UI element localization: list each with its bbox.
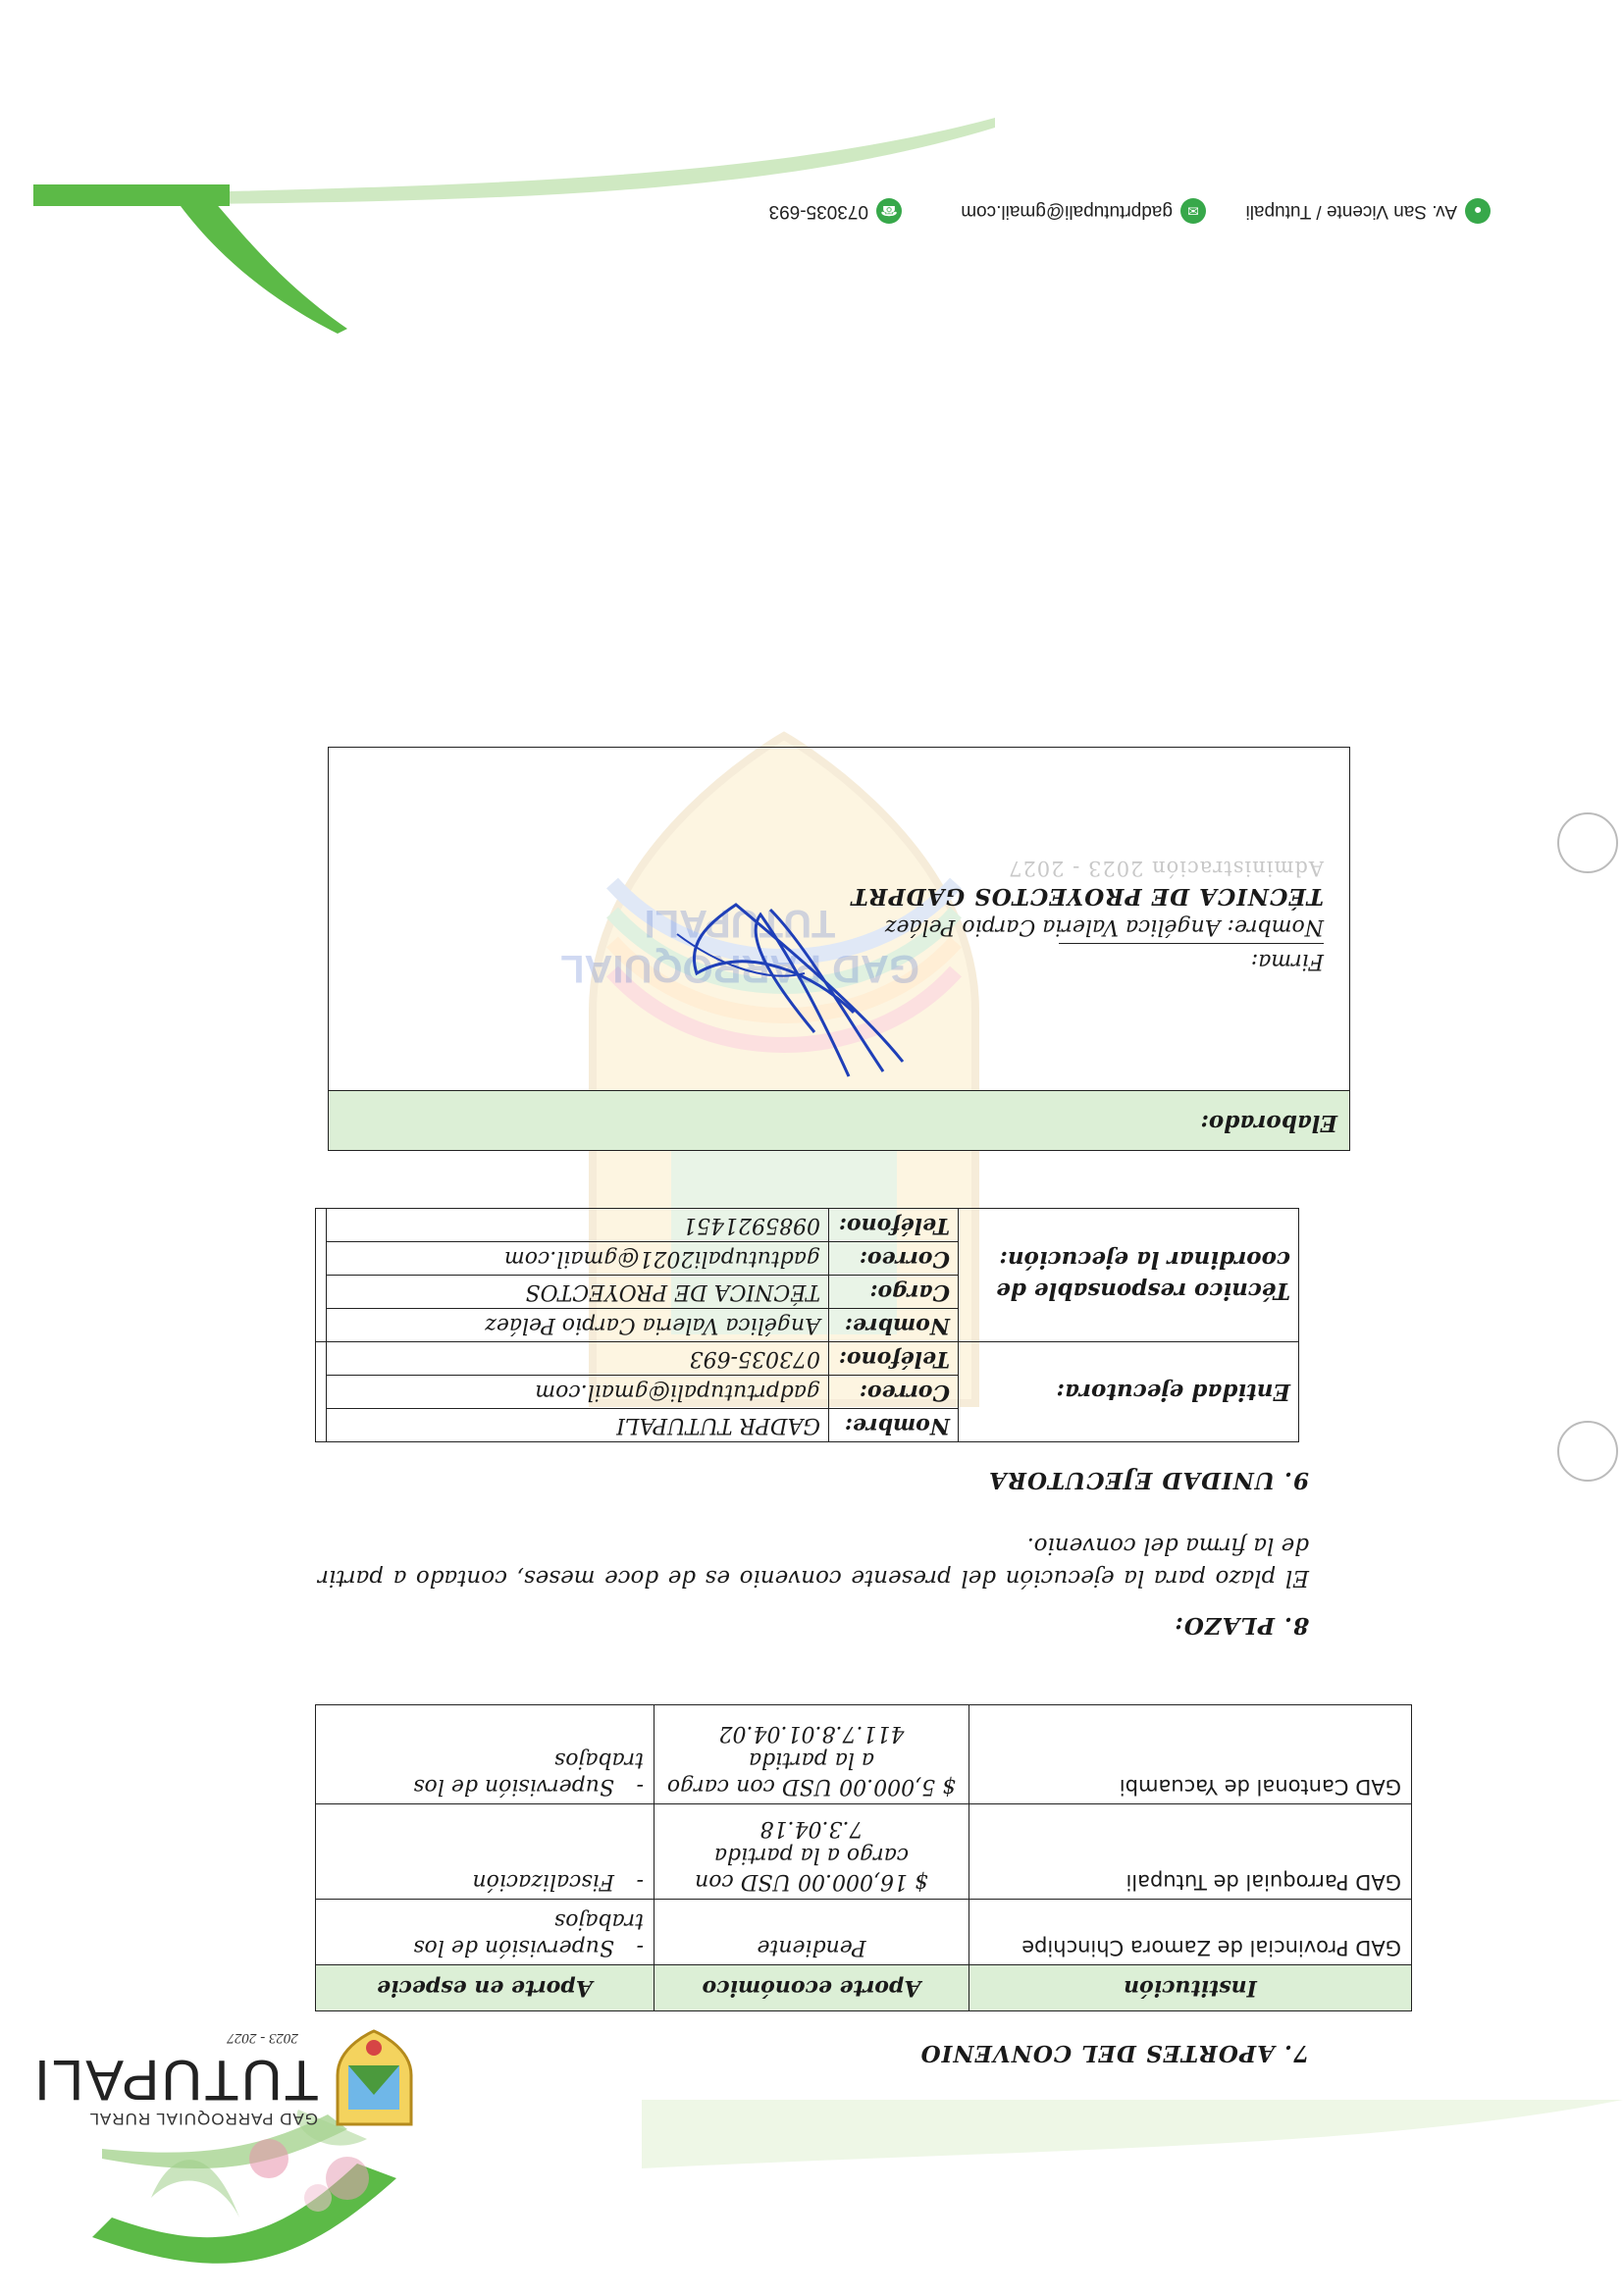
elaborado-box [328,747,1350,1151]
entidad-label: Entidad ejecutora: [959,1342,1299,1442]
punch-hole [1557,1421,1618,1482]
field-value: Angélica Valeria Carpio Peláez [327,1309,829,1342]
field-value: GADPR TUTUPALI [327,1409,829,1442]
unidad-ejecutora-table [315,1208,1299,1442]
footer-swoosh [0,0,1623,334]
table-row [316,1900,1412,1965]
elaborado-heading: Elaborado: [1200,1110,1337,1136]
cell-especie: -Fiscalización [316,1804,654,1900]
column-header: Aporte económico [654,1965,969,2011]
column-header: Aporte en especie [316,1965,654,2011]
mail-icon: ✉ [1180,198,1206,224]
field-key: Teléfono: [829,1209,959,1242]
location-pin-icon: ● [1465,198,1491,224]
field-key: Nombre: [829,1309,959,1342]
signature-line [1059,943,1324,944]
firma-label: Firma: [1250,949,1324,973]
cell-especie: -Supervisión de los trabajos [316,1900,654,1965]
table-header-row [316,1965,1412,2011]
field-key: Correo: [829,1376,959,1409]
cell-economico: Pendiente [654,1900,969,1965]
header-logo [0,2007,421,2134]
table-row [316,1705,1412,1804]
field-value: 0985921451 [327,1209,829,1242]
field-key: Teléfono: [829,1342,959,1376]
table-row [316,1409,1299,1442]
signature-block [656,857,1324,975]
field-value: TÉCNICA DE PROYECTOS [327,1276,829,1309]
footer-email: ✉ gadprtutupali@gmail.com [961,198,1206,224]
field-value: 073035-693 [327,1342,829,1376]
phone-icon: ☎ [876,198,902,224]
cell-economico: $ 16,000.00 USD con cargo a la partida 7.3.04.18 [654,1804,969,1900]
tecnico-label: Técnico responsable de coordinar la ejecución: [959,1209,1299,1342]
field-value: gadtutupali2021@gmail.com [327,1242,829,1276]
section-9-heading: 9. UNIDAD EJECUTORA [987,1467,1309,1493]
blank-cell [316,1209,327,1342]
field-key: Correo: [829,1242,959,1276]
parish-crest-icon [328,2026,421,2134]
field-key: Cargo: [829,1276,959,1309]
cell-economico: $ 5,000.00 USD con cargo a la partida 411.7.8.01.04.02 [654,1705,969,1804]
field-value: gadprtutupali@gmail.com [327,1376,829,1409]
table-row [316,1309,1299,1342]
aportes-table [315,1704,1412,2011]
cell-institucion: GAD Cantonal de Yacuambi [969,1705,1412,1804]
section-7-heading: 7. APORTES DEL CONVENIO [919,2040,1309,2066]
logo-subtitle: GAD PARROQUIAL RURAL [88,2110,318,2128]
firmante-nombre: Nombre: Angélica Valeria Carpio Peláez [884,914,1324,939]
logo-years: 2023 - 2027 [227,2030,298,2046]
logo-name: TUTUPALI [31,2048,319,2112]
plazo-paragraph: El plazo para la ejecución del presente convenio es de doce meses, contado a partir de la firma del convenio. [318,1533,1309,1591]
punch-hole [1557,812,1618,873]
blank-cell [316,1342,327,1442]
field-key: Nombre: [829,1409,959,1442]
column-header: Institución [969,1965,1412,2011]
stamp-text: Administración 2023 - 2027 [1008,857,1324,880]
table-row [316,1804,1412,1900]
cell-institucion: GAD Provincial de Zamora Chinchipe [969,1900,1412,1965]
firmante-cargo: TÉCNICA DE PROYECTOS GADPRT [850,883,1324,910]
elaborado-header [329,1090,1349,1150]
cell-especie: -Supervisión de los trabajos [316,1705,654,1804]
watermark-text: GAD PARROQUIAL TUTUPALI [560,902,919,990]
footer-address: ● Av. San Vicente / Tutupali [1246,198,1491,224]
section-8-heading: 8. PLAZO: [1174,1612,1309,1639]
cell-institucion: GAD Parroquial de Tutupali [969,1804,1412,1900]
footer-phone: ☎ 073035-693 [769,198,902,224]
